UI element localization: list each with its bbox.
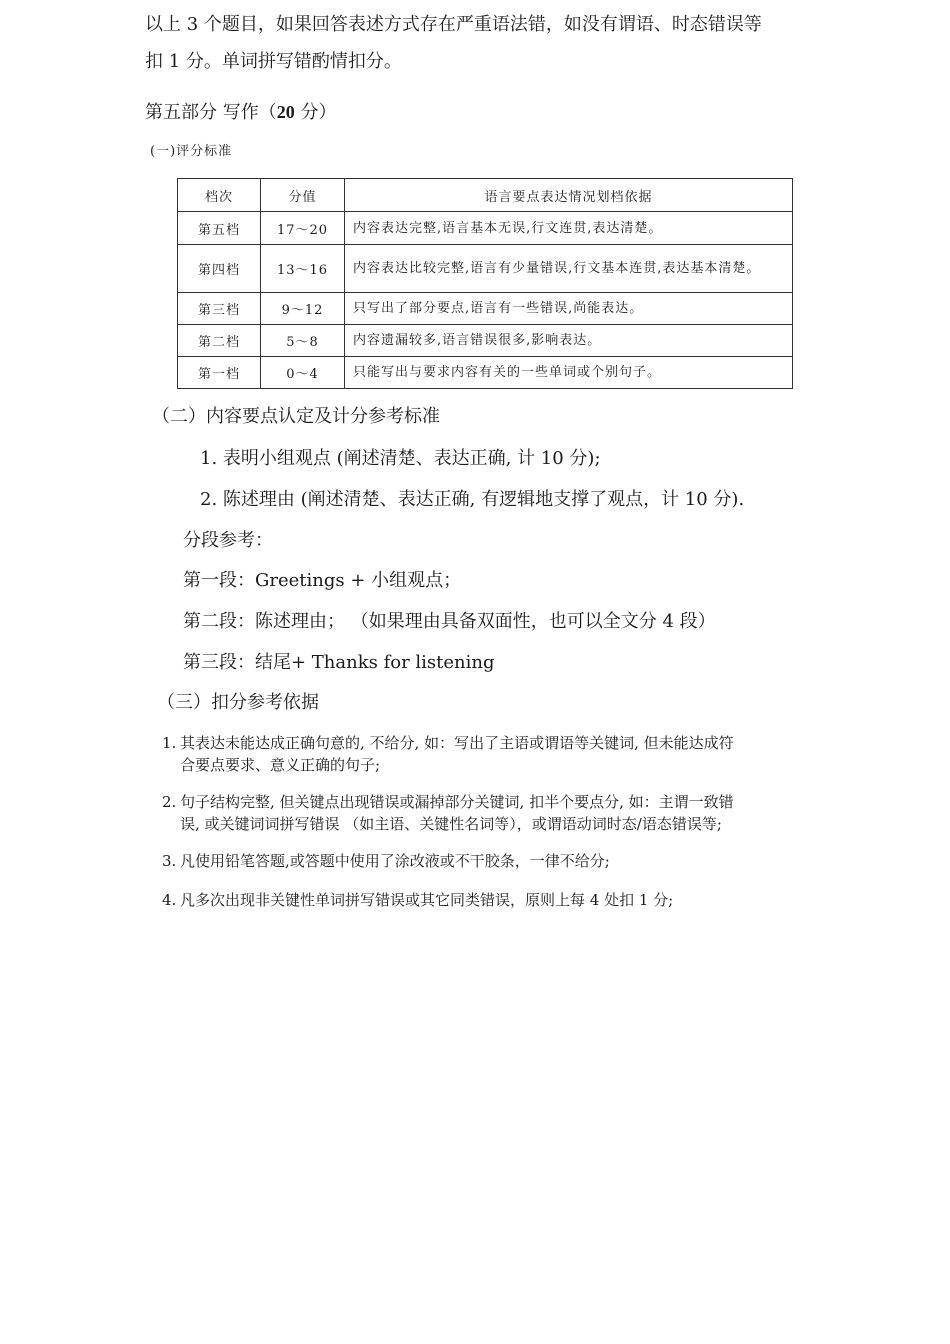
- header-level: 档次: [178, 179, 261, 212]
- intro-line-2: 扣 1 分。单词拼写错酌情扣分。: [145, 51, 402, 72]
- list-item: [162, 850, 802, 872]
- rule-number: 4.: [162, 891, 177, 909]
- deduction-rules: [162, 732, 802, 911]
- cell-level: 第五档: [178, 212, 261, 245]
- cell-criteria: 只写出了部分要点,语言有一些错误,尚能表达。: [345, 293, 793, 325]
- content-point-1: 1. 表明小组观点 (阐述清楚、表达正确, 计 10 分);: [200, 448, 601, 469]
- rule-line: 其表达未能达成正确句意的, 不给分, 如：写出了主语或谓语等关键词, 但未能达成符: [180, 734, 734, 752]
- intro-line-1: 以上 3 个题目，如果回答表述方式存在严重语法错，如没有谓语、时态错误等: [145, 14, 762, 35]
- section-title-prefix: 第五部分 写作（: [145, 102, 277, 123]
- cell-criteria: 只能写出与要求内容有关的一些单词或个别句子。: [345, 357, 793, 389]
- header-criteria: 语言要点表达情况划档依据: [345, 179, 793, 212]
- cell-level: 第一档: [178, 357, 261, 389]
- section-title-suffix: 分）: [294, 102, 337, 123]
- scoring-criteria-heading: (一)评分标准: [150, 144, 233, 159]
- cell-level: 第二档: [178, 325, 261, 357]
- paragraph-guide-3: 第三段：结尾+ Thanks for listening: [183, 652, 495, 673]
- section-title: [145, 98, 336, 127]
- cell-criteria: 内容遗漏较多,语言错误很多,影响表达。: [345, 325, 793, 357]
- rule-number: 1.: [162, 734, 177, 752]
- list-item: [162, 791, 802, 835]
- intro-paragraph: [145, 6, 805, 80]
- table-row: [178, 357, 793, 389]
- cell-score: 5～8: [261, 325, 345, 357]
- rule-number: 2.: [162, 793, 177, 811]
- section-title-score: 20: [276, 102, 295, 122]
- rule-number: 3.: [162, 852, 177, 870]
- cell-level: 第三档: [178, 293, 261, 325]
- scoring-table: [177, 178, 793, 389]
- rule-line: 误, 或关键词词拼写错误 （如主语、关键性名词等），或谓语动词时态/语态错误等;: [180, 815, 722, 833]
- cell-criteria: 内容表达比较完整,语言有少量错误,行文基本连贯,表达基本清楚。: [345, 245, 793, 293]
- header-score: 分值: [261, 179, 345, 212]
- list-item: [162, 732, 802, 776]
- paragraph-guide-heading: 分段参考：: [183, 530, 273, 551]
- cell-score: 0～4: [261, 357, 345, 389]
- table-row: [178, 325, 793, 357]
- cell-score: 9～12: [261, 293, 345, 325]
- content-point-2: 2. 陈述理由 (阐述清楚、表达正确, 有逻辑地支撑了观点，计 10 分).: [200, 489, 745, 510]
- list-item: [162, 889, 802, 911]
- rule-line: 句子结构完整, 但关键点出现错误或漏掉部分关键词, 扣半个要点分, 如：主谓一致错: [180, 793, 734, 811]
- table-header-row: [178, 179, 793, 212]
- table-row: [178, 245, 793, 293]
- paragraph-guide-2: 第二段：陈述理由； （如果理由具备双面性，也可以全文分 4 段）: [183, 611, 716, 632]
- cell-criteria: 内容表达完整,语言基本无误,行文连贯,表达清楚。: [345, 212, 793, 245]
- cell-level: 第四档: [178, 245, 261, 293]
- content-points-heading: （二）内容要点认定及计分参考标准: [152, 406, 440, 427]
- rule-line: 凡使用铅笔答题,或答题中使用了涂改液或不干胶条，一律不给分;: [180, 852, 610, 870]
- rule-line: 合要点要求、意义正确的句子;: [180, 756, 381, 774]
- cell-score: 13～16: [261, 245, 345, 293]
- deduction-heading: （三）扣分参考依据: [157, 692, 319, 713]
- rule-line: 凡多次出现非关键性单词拼写错误或其它同类错误，原则上每 4 处扣 1 分;: [180, 891, 674, 909]
- paragraph-guide-1: 第一段：Greetings + 小组观点；: [183, 570, 462, 591]
- table-row: [178, 212, 793, 245]
- cell-score: 17～20: [261, 212, 345, 245]
- table-row: [178, 293, 793, 325]
